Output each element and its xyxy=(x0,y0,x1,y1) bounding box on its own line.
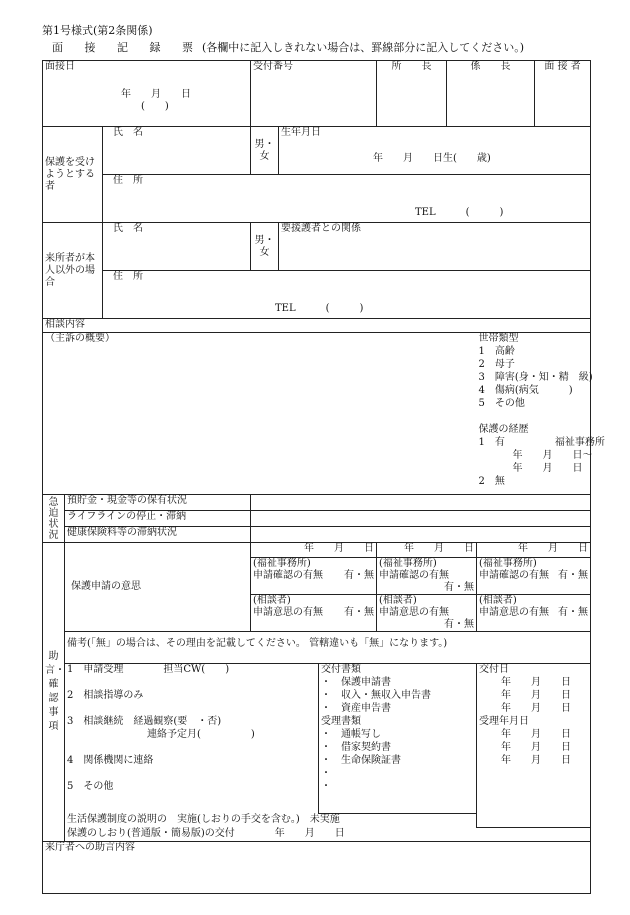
consultant-label2: 申請意思の有無 xyxy=(379,607,450,618)
visitor-address-cell[interactable] xyxy=(103,271,591,319)
intent-date-2[interactable]: 年 月 日 xyxy=(377,543,477,558)
spacer xyxy=(67,703,316,716)
dates-list xyxy=(477,664,591,828)
applicant-birth-cell[interactable] xyxy=(279,127,591,175)
household-type-5[interactable]: 5 その他 xyxy=(478,398,525,409)
intent-date-1[interactable]: 年 月 日 xyxy=(251,543,377,558)
recv-date-2[interactable]: 年 月 日 xyxy=(501,742,572,753)
booklet-row[interactable]: 保護のしおり(普通版・簡易版)の交付 年 月 日 xyxy=(65,828,591,842)
interviewer-label: 面 接 者 xyxy=(544,61,581,72)
interview-record-table xyxy=(42,60,605,894)
consultant-label2: 申請意思の有無 xyxy=(479,607,550,618)
spacer xyxy=(67,677,316,690)
docs-issued-label: 交付書類 xyxy=(321,664,362,675)
consultant-label: (相談者) xyxy=(479,595,517,606)
office-confirm-label: (福祉事務所) xyxy=(379,558,437,569)
visitor-relation-label: 要援護者との関係 xyxy=(281,223,362,234)
urgent-label: 急迫状況 xyxy=(43,495,65,543)
form-title: 面 接 記 録 票 xyxy=(52,41,202,54)
issue-date-1[interactable]: 年 月 日 xyxy=(501,677,572,688)
recv-lease[interactable]: ・ 借家契約書 xyxy=(321,742,392,753)
action-1[interactable]: 1 申請受理 担当CW( ) xyxy=(67,664,230,675)
applicant-name-cell[interactable] xyxy=(103,127,251,175)
recv-date-1[interactable]: 年 月 日 xyxy=(501,729,572,740)
office-confirm-1[interactable] xyxy=(251,558,377,595)
action-4[interactable]: 4 関係機関に連絡 xyxy=(67,755,154,766)
consultant-label: (相談者) xyxy=(379,595,417,606)
reception-number-label: 受付番号 xyxy=(253,61,294,72)
household-type-3[interactable]: 3 障害(身・知・精 級) xyxy=(478,372,593,383)
household-type-2[interactable]: 2 母子 xyxy=(478,359,515,370)
household-type-4[interactable]: 4 傷病(病気 ) xyxy=(478,385,573,396)
recv-passbook[interactable]: ・ 通帳写し xyxy=(321,729,382,740)
consultant-intent-3[interactable] xyxy=(477,595,591,632)
advice-label: 助言・確認事項 xyxy=(43,543,65,842)
urgent-lifeline-field[interactable] xyxy=(251,511,591,527)
consultant-intent-1[interactable] xyxy=(251,595,377,632)
interviewer-stamp-cell[interactable] xyxy=(535,61,591,127)
intent-date-3[interactable]: 年 月 日 xyxy=(477,543,591,558)
history-date-from: 年 月 日～ xyxy=(512,450,593,461)
action-5[interactable]: 5 その他 xyxy=(67,781,114,792)
docs-list xyxy=(319,664,477,814)
action-2[interactable]: 2 相談指導のみ xyxy=(67,690,144,701)
doc-application[interactable]: ・ 保護申請書 xyxy=(321,677,392,688)
yes-no: 有・無 xyxy=(344,570,375,581)
applicant-address-label: 住 所 xyxy=(113,175,143,186)
advice-content-label: 来庁者への助言内容 xyxy=(45,842,135,853)
urgent-savings-field[interactable] xyxy=(251,495,591,511)
issue-date-3[interactable]: 年 月 日 xyxy=(501,703,572,714)
action-3-contact[interactable]: 連絡予定月( ) xyxy=(67,729,255,740)
history-no[interactable]: 2 無 xyxy=(478,476,505,487)
consultant-intent-2[interactable] xyxy=(377,595,477,632)
recv-date-3[interactable]: 年 月 日 xyxy=(501,755,572,766)
visitor-name-cell[interactable] xyxy=(103,223,251,271)
applicant-birth-format: 年 月 日生( 歳) xyxy=(373,153,491,164)
interview-date-weekday: ( ) xyxy=(141,101,169,112)
applicant-label: 保護を受けようとする者 xyxy=(43,127,103,223)
household-type-1[interactable]: 1 高齢 xyxy=(478,346,515,357)
urgent-item-lifeline: ライフラインの停止・滞納 xyxy=(65,511,251,527)
consultant-label2: 申請意思の有無 xyxy=(253,607,324,618)
yes-no: 有・無 xyxy=(558,570,589,581)
consult-summary-cell[interactable] xyxy=(43,333,477,495)
interview-date-label: 面接日 xyxy=(45,61,75,72)
office-confirm-2[interactable] xyxy=(377,558,477,595)
welfare-office-label: 福祉事務所 xyxy=(554,437,605,448)
history-label: 保護の経歴 xyxy=(478,424,529,435)
consult-summary-label: （主訴の概要） xyxy=(45,333,115,344)
consult-label: 相談内容 xyxy=(43,319,591,333)
household-type-label: 世帯類型 xyxy=(478,333,519,344)
form-note: (各欄中に記入しきれない場合は、罫線部分に記入してください。) xyxy=(202,41,525,54)
visitor-address-label: 住 所 xyxy=(113,271,143,282)
action-list xyxy=(65,664,319,814)
office-confirm-label2: 申請確認の有無 xyxy=(379,570,450,581)
visitor-label: 来所者が本人以外の場合 xyxy=(43,223,103,319)
applicant-tel: TEL ( ) xyxy=(415,207,504,218)
intent-label: 保護申請の意思 xyxy=(65,543,251,632)
applicant-sex[interactable]: 男・女 xyxy=(251,127,279,175)
yes-no: 有・無 xyxy=(444,619,475,630)
doc-income[interactable]: ・ 収入・無収入申告書 xyxy=(321,690,432,701)
director-label: 所 長 xyxy=(391,61,432,72)
recv-insurance[interactable]: ・ 生命保険証書 xyxy=(321,755,402,766)
recv-other-1[interactable]: ・ xyxy=(321,768,332,779)
issue-date-label: 交付日 xyxy=(479,664,510,675)
urgent-item-insurance: 健康保険料等の滞納状況 xyxy=(65,527,251,543)
recv-other-2[interactable]: ・ xyxy=(321,781,332,792)
advice-content-cell[interactable] xyxy=(43,842,591,894)
office-confirm-label2: 申請確認の有無 xyxy=(479,570,550,581)
history-date-to: 年 月 日 xyxy=(512,463,583,474)
visitor-relation-cell[interactable] xyxy=(279,223,591,271)
recv-date-label: 受理年月日 xyxy=(479,716,530,727)
yes-no: 有・無 xyxy=(444,582,475,593)
form-title-line xyxy=(52,39,524,55)
yes-no: 有・無 xyxy=(344,607,375,618)
remarks[interactable]: 備考(「無」の場合は、その理由を記載してください。 管轄違いも「無」になります。) xyxy=(65,632,591,664)
spacer xyxy=(67,742,316,755)
office-confirm-label: (福祉事務所) xyxy=(253,558,311,569)
consultant-label: (相談者) xyxy=(253,595,291,606)
interview-date-format: 年 月 日 xyxy=(121,89,191,100)
issue-date-2[interactable]: 年 月 日 xyxy=(501,690,572,701)
applicant-birth-label: 生年月日 xyxy=(281,127,322,138)
form-number: 第1号様式(第2条関係) xyxy=(42,24,153,37)
history-yes[interactable]: 1 有 xyxy=(478,437,505,448)
explain-row[interactable]: 生活保護制度の説明の 実施(しおりの手交を含む。) 未実施 xyxy=(65,814,477,828)
applicant-name-label: 氏 名 xyxy=(113,127,143,138)
urgent-insurance-field[interactable] xyxy=(251,527,591,543)
doc-assets[interactable]: ・ 資産申告書 xyxy=(321,703,392,714)
director-stamp-cell[interactable] xyxy=(377,61,447,127)
office-confirm-label: (福祉事務所) xyxy=(479,558,537,569)
yes-no: 有・無 xyxy=(558,607,589,618)
spacer xyxy=(67,768,316,781)
urgent-item-savings: 預貯金・現金等の保有状況 xyxy=(65,495,251,511)
visitor-sex[interactable]: 男・女 xyxy=(251,223,279,271)
visitor-name-label: 氏 名 xyxy=(113,223,143,234)
household-cell xyxy=(477,333,605,495)
action-3[interactable]: 3 相談継続 経過観察(要 ・否) xyxy=(67,716,222,727)
chief-stamp-cell[interactable] xyxy=(447,61,535,127)
docs-received-label: 受理書類 xyxy=(321,716,362,727)
interview-date-cell[interactable] xyxy=(43,61,251,127)
office-confirm-label2: 申請確認の有無 xyxy=(253,570,324,581)
chief-label: 係 長 xyxy=(470,61,511,72)
visitor-tel: TEL ( ) xyxy=(275,303,364,314)
office-confirm-3[interactable] xyxy=(477,558,591,595)
reception-number-cell[interactable] xyxy=(251,61,377,127)
applicant-address-cell[interactable] xyxy=(103,175,591,223)
